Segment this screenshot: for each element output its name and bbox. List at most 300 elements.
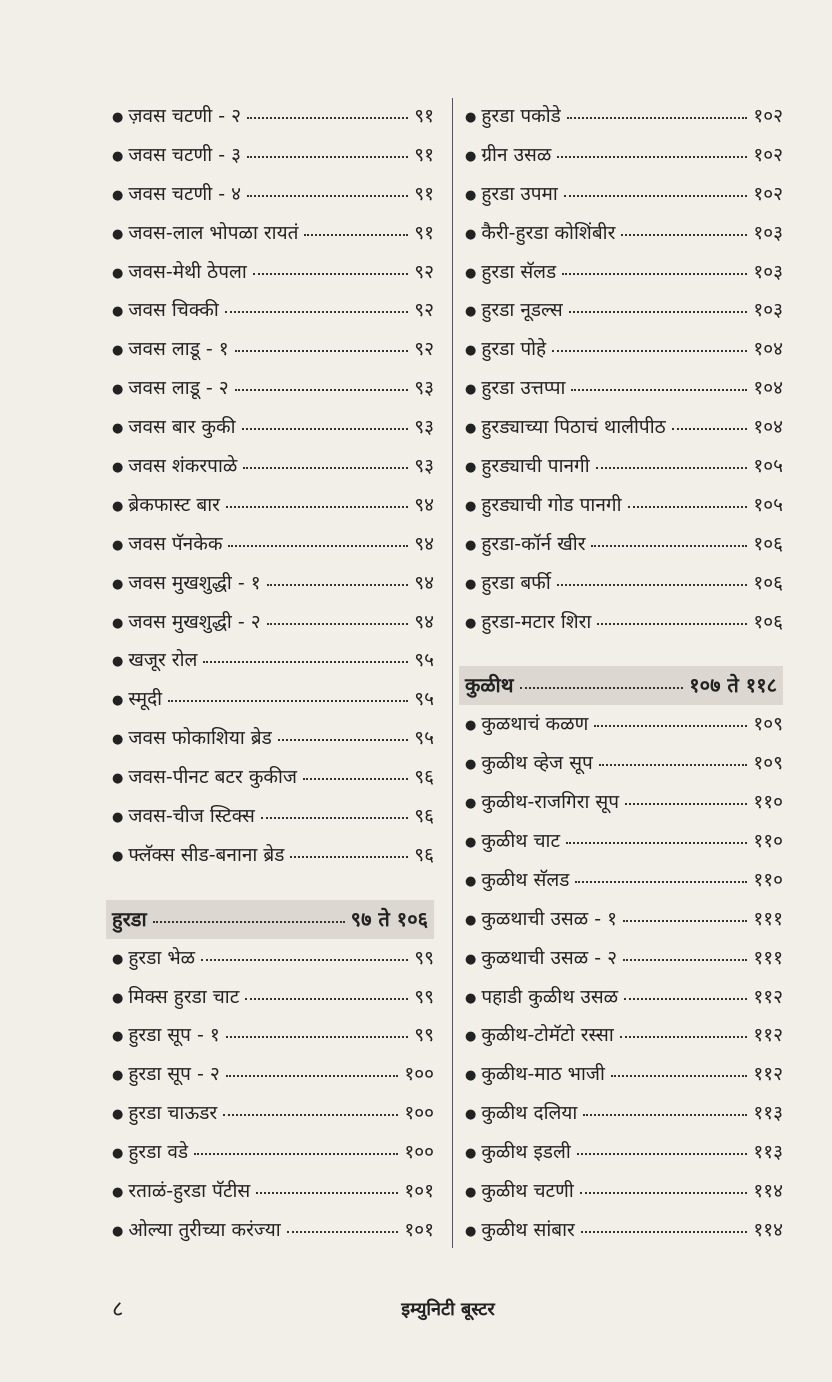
bullet-icon: ●	[112, 343, 124, 359]
bullet-icon: ●	[112, 304, 124, 320]
entry-title: हुरडा उपमा	[481, 182, 558, 205]
right-column	[465, 97, 783, 1250]
right-entries-a	[465, 97, 783, 641]
entry-page-number: ९३	[414, 416, 434, 439]
entry-title: कुळीथ व्हेज सूप	[481, 752, 593, 775]
dot-leader	[226, 1036, 408, 1038]
entry-page-number: १००	[404, 1141, 434, 1164]
toc-entry	[112, 175, 434, 214]
dot-leader	[577, 1153, 748, 1155]
toc-entry	[465, 1094, 783, 1133]
entry-title: हुरडा नूडल्स	[481, 299, 563, 322]
dot-leader	[623, 920, 747, 922]
bullet-icon: ●	[465, 537, 477, 553]
entry-page-number: ९४	[414, 610, 434, 633]
dot-leader	[596, 467, 748, 469]
dot-leader	[569, 311, 748, 313]
dot-leader	[564, 195, 748, 197]
toc-entry	[465, 97, 783, 136]
toc-entry	[465, 744, 783, 783]
section-heading-kulith	[459, 666, 783, 705]
dot-leader	[562, 273, 747, 275]
entry-title: हुरड्याची गोड पानगी	[481, 493, 622, 516]
dot-leader	[235, 350, 409, 352]
bullet-icon: ●	[465, 1185, 477, 1201]
bullet-icon: ●	[112, 1185, 124, 1201]
page-number: ८	[112, 1297, 124, 1322]
entry-title: हुरडा पकोडे	[481, 105, 561, 127]
toc-entry	[465, 369, 783, 408]
entry-page-number: १०९	[753, 752, 783, 775]
entry-page-number: १०६	[753, 532, 783, 555]
entry-title: कुळीथ-माठ भाजी	[481, 1063, 605, 1086]
left-column	[112, 97, 434, 1250]
entry-page-number: ११२	[753, 985, 783, 1008]
bullet-icon: ●	[112, 848, 124, 864]
entry-page-number: ११०	[753, 830, 783, 853]
entry-page-number: ११४	[753, 1180, 783, 1203]
entry-page-number: १०१	[404, 1218, 434, 1241]
bullet-icon: ●	[465, 615, 477, 631]
bullet-icon: ●	[465, 835, 477, 851]
entry-title: कुळीथ-राजगिरा सूप	[481, 791, 620, 814]
entry-title: हुरडा पोहे	[481, 338, 547, 361]
entry-page-number: १०६	[753, 610, 783, 633]
entry-page-number: ९९	[414, 985, 434, 1008]
entry-page-number: ९९	[414, 946, 434, 969]
entry-page-number: १०२	[753, 182, 783, 205]
dot-leader	[625, 803, 747, 805]
entry-page-number: ९५	[414, 649, 434, 672]
toc-entry	[112, 641, 434, 680]
toc-entry	[112, 836, 434, 875]
section-title: कुळीथ	[465, 673, 514, 698]
entry-title: जवस चिक्की	[128, 299, 219, 322]
entry-title: जवस-लाल भोपळा रायतं	[128, 221, 299, 244]
dot-leader	[228, 545, 408, 547]
entry-page-number: १०९	[753, 713, 783, 736]
bullet-icon: ●	[112, 615, 124, 631]
toc-entry	[112, 758, 434, 797]
dot-leader	[267, 623, 409, 625]
bullet-icon: ●	[112, 693, 124, 709]
toc-entry	[112, 680, 434, 719]
toc-entry	[465, 783, 783, 822]
column-divider	[452, 98, 453, 1248]
entry-title: हुरडा-मटार शिरा	[481, 610, 592, 633]
entry-page-number: १००	[404, 1102, 434, 1125]
bullet-icon: ●	[112, 1146, 124, 1162]
toc-entry	[112, 719, 434, 758]
toc-entry	[112, 408, 434, 447]
entry-page-number: ११४	[753, 1218, 783, 1241]
bullet-icon: ●	[112, 460, 124, 476]
entry-page-number: १०३	[753, 260, 783, 283]
toc-entry	[112, 1055, 434, 1094]
dot-leader	[235, 389, 409, 391]
section-spacer	[465, 641, 783, 666]
dot-leader	[267, 584, 409, 586]
entry-title: ब्रेकफास्ट बार	[128, 493, 220, 516]
bullet-icon: ●	[112, 990, 124, 1006]
dot-leader	[225, 311, 408, 313]
entry-title: जवस लाडू - १	[128, 338, 229, 361]
bullet-icon: ●	[465, 304, 477, 320]
entry-title: हुरडा भेळ	[128, 946, 196, 969]
dot-leader	[168, 700, 408, 702]
entry-title: ओल्या तुरीच्या करंज्या	[128, 1218, 281, 1241]
dot-leader	[194, 1153, 398, 1155]
toc-entry	[112, 253, 434, 292]
page-footer	[112, 1290, 784, 1330]
entry-title: हुरडा उत्तप्पा	[481, 377, 566, 400]
dot-leader	[304, 234, 408, 236]
toc-entry	[112, 603, 434, 642]
entry-page-number: ९१	[414, 143, 434, 166]
entry-title: हुरडा सूप - १	[128, 1024, 220, 1047]
bullet-icon: ●	[465, 498, 477, 514]
bullet-icon: ●	[112, 537, 124, 553]
bullet-icon: ●	[112, 110, 124, 125]
toc-entry	[112, 486, 434, 525]
entry-title: जवस लाडू - २	[128, 377, 229, 400]
dot-leader	[153, 921, 345, 923]
entry-page-number: ९४	[414, 493, 434, 516]
entry-page-number: ११३	[753, 1141, 783, 1164]
bullet-icon: ●	[112, 810, 124, 826]
toc-entry	[465, 447, 783, 486]
dot-leader	[611, 1075, 747, 1077]
toc-entry	[465, 486, 783, 525]
left-entries-a	[112, 97, 434, 875]
toc-entry	[112, 525, 434, 564]
entry-title: जवस चटणी - ४	[128, 182, 242, 205]
dot-leader	[583, 1114, 747, 1116]
dot-leader	[520, 687, 684, 689]
dot-leader	[624, 998, 747, 1000]
entry-title: हुरडा सॅलड	[481, 260, 557, 283]
dot-leader	[243, 467, 408, 469]
bullet-icon: ●	[112, 421, 124, 437]
bullet-icon: ●	[465, 460, 477, 476]
entry-page-number: ९३	[414, 377, 434, 400]
entry-title: कुळीथ-टोमॅटो रस्सा	[481, 1024, 614, 1047]
entry-title: जवस-पीनट बटर कुकीज	[128, 766, 298, 789]
dot-leader	[571, 389, 747, 391]
toc-entry	[465, 861, 783, 900]
entry-page-number: ९१	[414, 221, 434, 244]
right-entries-b	[465, 705, 783, 1249]
dot-leader	[591, 545, 747, 547]
bullet-icon: ●	[112, 771, 124, 787]
bullet-icon: ●	[112, 226, 124, 242]
toc-entry	[112, 797, 434, 836]
entry-title: ज़वस चटणी - २	[128, 105, 242, 127]
dot-leader	[247, 195, 408, 197]
entry-title: रताळं-हुरडा पॅटीस	[128, 1180, 251, 1203]
bullet-icon: ●	[465, 757, 477, 773]
toc-entry	[465, 939, 783, 978]
entry-title: जवस-चीज स्टिक्स	[128, 805, 255, 828]
bullet-icon: ●	[112, 732, 124, 748]
entry-title: कुळीथ दलिया	[481, 1102, 578, 1125]
entry-page-number: ९४	[414, 532, 434, 555]
entry-page-number: ९१	[414, 182, 434, 205]
dot-leader	[253, 273, 408, 275]
entry-page-number: १११	[753, 907, 783, 930]
dot-leader	[597, 623, 747, 625]
bullet-icon: ●	[465, 1068, 477, 1084]
entry-title: हुरड्याच्या पिठाचं थालीपीठ	[481, 416, 666, 439]
entry-title: हुरडा चाऊडर	[128, 1102, 218, 1125]
toc-entry	[465, 1016, 783, 1055]
toc-entry	[112, 564, 434, 603]
bullet-icon: ●	[465, 1107, 477, 1123]
bullet-icon: ●	[112, 1068, 124, 1084]
bullet-icon: ●	[465, 990, 477, 1006]
entry-title: कुळीथ इडली	[481, 1141, 571, 1164]
toc-entry	[465, 525, 783, 564]
bullet-icon: ●	[112, 1107, 124, 1123]
toc-entry	[112, 330, 434, 369]
entry-title: जवस पॅनकेक	[128, 532, 223, 555]
bullet-icon: ●	[465, 1029, 477, 1045]
dot-leader	[303, 778, 408, 780]
entry-title: जवस मुखशुद्धी - १	[128, 571, 261, 594]
toc-entry	[465, 330, 783, 369]
dot-leader	[247, 156, 408, 158]
toc-entry	[465, 603, 783, 642]
bullet-icon: ●	[112, 1223, 124, 1239]
bullet-icon: ●	[465, 951, 477, 967]
bullet-icon: ●	[465, 912, 477, 928]
entry-title: मिक्स हुरडा चाट	[128, 985, 240, 1008]
bullet-icon: ●	[465, 1146, 477, 1162]
toc-entry	[465, 822, 783, 861]
entry-page-number: १०२	[753, 143, 783, 166]
bullet-icon: ●	[465, 343, 477, 359]
bullet-icon: ●	[112, 1029, 124, 1045]
bullet-icon: ●	[112, 187, 124, 203]
section-page-range: १०७ ते ११८	[689, 673, 777, 698]
toc-entry	[465, 705, 783, 744]
bullet-icon: ●	[465, 148, 477, 164]
entry-page-number: ९३	[414, 455, 434, 478]
toc-entry	[465, 291, 783, 330]
entry-title: हुरडा बर्फी	[481, 571, 551, 594]
entry-page-number: १०५	[753, 455, 783, 478]
toc-entry	[112, 1172, 434, 1211]
entry-title: जवस फोकाशिया ब्रेड	[128, 727, 272, 750]
entry-page-number: १०२	[753, 105, 783, 127]
dot-leader	[621, 234, 747, 236]
entry-page-number: ९५	[414, 688, 434, 711]
bullet-icon: ●	[112, 576, 124, 592]
entry-title: कुळथाचं कळण	[481, 713, 589, 736]
entry-title: जवस-मेथी ठेपला	[128, 260, 247, 283]
dot-leader	[575, 881, 747, 883]
entry-page-number: ११२	[753, 1024, 783, 1047]
entry-title: कुळथाची उसळ - २	[481, 946, 617, 969]
entry-title: कुळथाची उसळ - १	[481, 907, 617, 930]
entry-title: कैरी-हुरडा कोशिंबीर	[481, 221, 616, 244]
entry-page-number: १०४	[753, 416, 783, 439]
toc-entry	[112, 136, 434, 175]
dot-leader	[581, 1231, 748, 1233]
dot-leader	[287, 1231, 399, 1233]
entry-page-number: ९२	[414, 338, 434, 361]
toc-entry	[112, 939, 434, 978]
toc-entry	[465, 1055, 783, 1094]
dot-leader	[557, 156, 747, 158]
dot-leader	[552, 350, 747, 352]
bullet-icon: ●	[465, 718, 477, 734]
bullet-icon: ●	[465, 110, 477, 125]
toc-entry	[112, 1094, 434, 1133]
entry-page-number: ११२	[753, 1063, 783, 1086]
dot-leader	[203, 661, 408, 663]
dot-leader	[223, 1114, 398, 1116]
entry-title: कुळीथ चाट	[481, 830, 561, 853]
entry-page-number: १०१	[404, 1180, 434, 1203]
dot-leader	[672, 428, 748, 430]
entry-page-number: ११०	[753, 791, 783, 814]
entry-title: कुळीथ सॅलड	[481, 868, 570, 891]
entry-page-number: ११०	[753, 868, 783, 891]
section-page-range: ९७ ते १०६	[350, 906, 428, 931]
entry-title: हुरडा-कॉर्न खीर	[481, 532, 586, 555]
book-title: इम्युनिटी बूस्टर	[401, 1299, 495, 1320]
entry-title: कुळीथ सांबार	[481, 1218, 575, 1241]
entry-page-number: ९५	[414, 727, 434, 750]
dot-leader	[290, 856, 408, 858]
entry-title: जवस बार कुकी	[128, 416, 236, 439]
entry-title: हुरडा वडे	[128, 1141, 189, 1164]
dot-leader	[256, 1192, 398, 1194]
toc-entry	[112, 214, 434, 253]
entry-title: जवस शंकरपाळे	[128, 455, 238, 478]
dot-leader	[628, 506, 748, 508]
bullet-icon: ●	[465, 1223, 477, 1239]
bullet-icon: ●	[465, 187, 477, 203]
bullet-icon: ●	[112, 148, 124, 164]
toc-entry	[112, 1211, 434, 1250]
entry-page-number: ९९	[414, 1024, 434, 1047]
toc-entry	[112, 97, 434, 136]
entry-title: जवस मुखशुद्धी - २	[128, 610, 261, 633]
entry-page-number: ९२	[414, 299, 434, 322]
bullet-icon: ●	[112, 951, 124, 967]
entry-title: पहाडी कुळीथ उसळ	[481, 985, 619, 1008]
section-title: हुरडा	[112, 906, 147, 931]
toc-entry	[112, 1133, 434, 1172]
entry-page-number: १०३	[753, 299, 783, 322]
bullet-icon: ●	[465, 421, 477, 437]
dot-leader	[567, 117, 748, 119]
toc-entry	[465, 564, 783, 603]
dot-leader	[278, 739, 408, 741]
dot-leader	[594, 725, 747, 727]
bullet-icon: ●	[465, 265, 477, 281]
dot-leader	[580, 1192, 748, 1194]
toc-entry	[112, 447, 434, 486]
toc-entry	[465, 136, 783, 175]
bullet-icon: ●	[112, 382, 124, 398]
entry-title: कुळीथ चटणी	[481, 1180, 574, 1203]
dot-leader	[226, 1075, 399, 1077]
section-spacer	[112, 875, 434, 900]
entry-title: जवस चटणी - ३	[128, 143, 242, 166]
entry-title: ग्रीन उसळ	[481, 143, 552, 166]
bullet-icon: ●	[465, 226, 477, 242]
toc-entry	[465, 1211, 783, 1250]
dot-leader	[247, 117, 408, 119]
entry-page-number: १०३	[753, 221, 783, 244]
dot-leader	[201, 959, 408, 961]
toc-entry	[465, 900, 783, 939]
entry-page-number: ९६	[414, 766, 434, 789]
entry-title: खजूर रोल	[128, 649, 198, 672]
left-entries-b	[112, 939, 434, 1250]
dot-leader	[242, 428, 409, 430]
bullet-icon: ●	[112, 654, 124, 670]
toc-entry	[465, 253, 783, 292]
bullet-icon: ●	[112, 265, 124, 281]
entry-title: हुरड्याची पानगी	[481, 455, 590, 478]
toc-entry	[112, 1016, 434, 1055]
entry-title: हुरडा सूप - २	[128, 1063, 220, 1086]
dot-leader	[623, 959, 747, 961]
dot-leader	[261, 817, 408, 819]
bullet-icon: ●	[112, 498, 124, 514]
bullet-icon: ●	[465, 576, 477, 592]
section-heading-hurda	[106, 900, 434, 939]
toc-entry	[465, 214, 783, 253]
entry-page-number: ९६	[414, 843, 434, 866]
entry-page-number: १०४	[753, 338, 783, 361]
toc-entry	[112, 978, 434, 1017]
entry-page-number: १०६	[753, 571, 783, 594]
dot-leader	[226, 506, 408, 508]
dot-leader	[599, 764, 748, 766]
dot-leader	[566, 842, 747, 844]
bullet-icon: ●	[465, 796, 477, 812]
entry-page-number: १११	[753, 946, 783, 969]
entry-page-number: ११३	[753, 1102, 783, 1125]
bullet-icon: ●	[465, 382, 477, 398]
toc-entry	[465, 1172, 783, 1211]
bullet-icon: ●	[465, 873, 477, 889]
toc-entry	[465, 1133, 783, 1172]
entry-page-number: ९६	[414, 805, 434, 828]
entry-title: स्मूदी	[128, 688, 163, 711]
toc-entry	[112, 369, 434, 408]
entry-page-number: ९१	[414, 105, 434, 127]
toc-entry	[465, 978, 783, 1017]
toc-entry	[465, 175, 783, 214]
entry-page-number: १०४	[753, 377, 783, 400]
toc-entry	[112, 291, 434, 330]
entry-page-number: १०५	[753, 493, 783, 516]
entry-page-number: ९२	[414, 260, 434, 283]
dot-leader	[557, 584, 748, 586]
entry-page-number: ९४	[414, 571, 434, 594]
entry-title: फ्लॅक्स सीड-बनाना ब्रेड	[128, 843, 285, 866]
entry-page-number: १००	[404, 1063, 434, 1086]
dot-leader	[245, 998, 408, 1000]
toc-entry	[465, 408, 783, 447]
dot-leader	[620, 1036, 748, 1038]
